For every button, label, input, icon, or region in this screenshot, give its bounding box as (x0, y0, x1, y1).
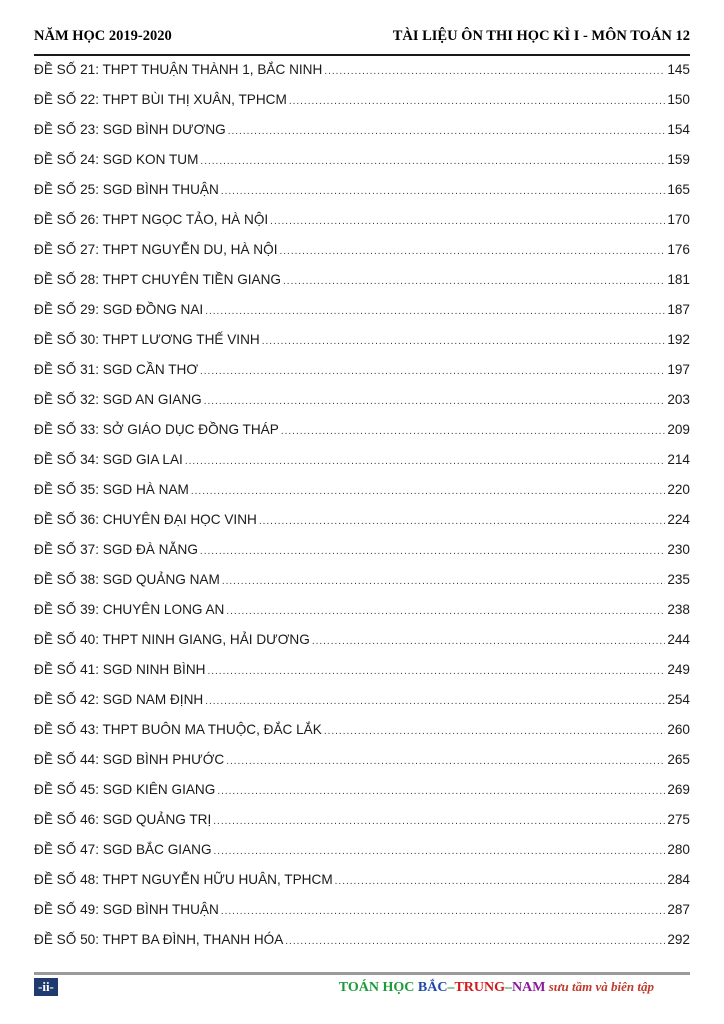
toc-entry[interactable] (34, 572, 690, 602)
toc-dot-leader (289, 96, 666, 107)
toc-entry-page: 280 (667, 842, 690, 857)
footer-brand (339, 978, 654, 997)
toc-dot-leader (226, 756, 665, 767)
toc-dot-leader (217, 786, 665, 797)
toc-entry[interactable] (34, 242, 690, 272)
toc-entry[interactable] (34, 842, 690, 872)
toc-dot-leader (281, 426, 665, 437)
toc-entry[interactable] (34, 392, 690, 422)
toc-entry[interactable] (34, 872, 690, 902)
toc-dot-leader (222, 576, 665, 587)
toc-entry-title: ĐỀ SỐ 43: THPT BUÔN MA THUỘC, ĐẮC LẮK (34, 722, 322, 737)
toc-dot-leader (221, 906, 665, 917)
toc-entry[interactable] (34, 362, 690, 392)
toc-entry-page: 214 (667, 452, 690, 467)
toc-entry-page: 181 (667, 272, 690, 287)
header-school-year: NĂM HỌC 2019-2020 (34, 27, 172, 44)
toc-entry-page: 165 (667, 182, 690, 197)
header-divider (34, 54, 690, 56)
toc-entry-title: ĐỀ SỐ 37: SGD ĐÀ NẴNG (34, 542, 198, 557)
toc-entry[interactable] (34, 302, 690, 332)
toc-entry-title: ĐỀ SỐ 21: THPT THUẬN THÀNH 1, BẮC NINH (34, 62, 323, 77)
toc-entry[interactable] (34, 422, 690, 452)
toc-entry[interactable] (34, 542, 690, 572)
toc-entry-title: ĐỀ SỐ 30: THPT LƯƠNG THẾ VINH (34, 332, 260, 347)
toc-dot-leader (214, 846, 666, 857)
toc-entry-page: 249 (667, 662, 690, 677)
toc-entry[interactable] (34, 602, 690, 632)
toc-entry-title: ĐỀ SỐ 28: THPT CHUYÊN TIỀN GIANG (34, 272, 282, 287)
brand-part-2: BẮC (417, 980, 448, 995)
toc-entry-title: ĐỀ SỐ 22: THPT BÙI THỊ XUÂN, TPHCM (34, 92, 287, 107)
toc-entry-page: 150 (667, 92, 690, 107)
toc-dot-leader (279, 246, 665, 257)
toc-entry-title: ĐỀ SỐ 29: SGD ĐỒNG NAI (34, 302, 204, 317)
toc-dot-leader (259, 516, 665, 527)
toc-entry-title: ĐỀ SỐ 35: SGD HÀ NAM (34, 482, 189, 497)
toc-dot-leader (185, 456, 665, 467)
toc-dot-leader (324, 726, 666, 737)
toc-entry-title: ĐỀ SỐ 38: SGD QUẢNG NAM (34, 572, 220, 587)
footer-page-number: -ii- (34, 978, 58, 996)
toc-entry-title: ĐỀ SỐ 49: SGD BÌNH THUẬN (34, 902, 219, 917)
toc-entry-title: ĐỀ SỐ 31: SGD CẦN THƠ (34, 362, 198, 377)
toc-entry-page: 230 (667, 542, 690, 557)
toc-dot-leader (221, 186, 665, 197)
toc-entry-title: ĐỀ SỐ 45: SGD KIÊN GIANG (34, 782, 216, 797)
toc-dot-leader (205, 306, 665, 317)
toc-entry-title: ĐỀ SỐ 23: SGD BÌNH DƯƠNG (34, 122, 226, 137)
toc-entry[interactable] (34, 812, 690, 842)
toc-entry-title: ĐỀ SỐ 46: SGD QUẢNG TRỊ (34, 812, 212, 827)
toc-dot-leader (262, 336, 666, 347)
header-document-title: TÀI LIỆU ÔN THI HỌC KÌ I - MÔN TOÁN 12 (392, 27, 690, 44)
toc-entry[interactable] (34, 692, 690, 722)
toc-entry-title: ĐỀ SỐ 26: THPT NGỌC TẢO, HÀ NỘI (34, 212, 269, 227)
toc-dot-leader (213, 816, 665, 827)
table-of-contents (34, 62, 690, 962)
toc-entry[interactable] (34, 212, 690, 242)
toc-entry[interactable] (34, 482, 690, 512)
toc-entry-page: 254 (667, 692, 690, 707)
toc-entry-page: 197 (667, 362, 690, 377)
brand-part-3: TRUNG (454, 980, 506, 995)
toc-entry[interactable] (34, 752, 690, 782)
toc-dot-leader (285, 936, 665, 947)
toc-entry-title: ĐỀ SỐ 33: SỞ GIÁO DỤC ĐỒNG THÁP (34, 422, 279, 437)
toc-entry-title: ĐỀ SỐ 50: THPT BA ĐÌNH, THANH HÓA (34, 932, 284, 947)
toc-entry-page: 220 (667, 482, 690, 497)
toc-entry-page: 269 (667, 782, 690, 797)
toc-entry-page: 192 (667, 332, 690, 347)
toc-entry-title: ĐỀ SỐ 41: SGD NINH BÌNH (34, 662, 206, 677)
toc-entry-title: ĐỀ SỐ 36: CHUYÊN ĐẠI HỌC VINH (34, 512, 257, 527)
toc-dot-leader (324, 66, 665, 77)
toc-entry-page: 170 (667, 212, 690, 227)
toc-entry-page: 224 (667, 512, 690, 527)
toc-dot-leader (312, 636, 666, 647)
toc-entry-page: 284 (667, 872, 690, 887)
toc-entry-page: 209 (667, 422, 690, 437)
toc-entry-page: 287 (667, 902, 690, 917)
toc-entry-page: 235 (667, 572, 690, 587)
toc-dot-leader (283, 276, 665, 287)
toc-dot-leader (200, 546, 665, 557)
toc-dot-leader (200, 156, 665, 167)
toc-dot-leader (205, 696, 665, 707)
toc-entry-page: 203 (667, 392, 690, 407)
footer-divider (34, 972, 690, 975)
toc-dot-leader (226, 606, 665, 617)
brand-separator-1: – (447, 980, 455, 995)
toc-entry[interactable] (34, 632, 690, 662)
toc-entry-page: 292 (667, 932, 690, 947)
toc-entry-page: 159 (667, 152, 690, 167)
toc-entry[interactable] (34, 332, 690, 362)
toc-entry[interactable] (34, 782, 690, 812)
toc-entry-title: ĐỀ SỐ 44: SGD BÌNH PHƯỚC (34, 752, 225, 767)
brand-part-1: TOÁN HỌC (338, 980, 418, 995)
toc-entry-page: 176 (667, 242, 690, 257)
brand-tagline: sưu tầm và biên tập (545, 979, 654, 994)
toc-entry-page: 145 (667, 62, 690, 77)
toc-entry-title: ĐỀ SỐ 42: SGD NAM ĐỊNH (34, 692, 204, 707)
toc-entry-title: ĐỀ SỐ 24: SGD KON TUM (34, 152, 199, 167)
brand-separator-2: – (505, 980, 513, 995)
toc-entry-page: 275 (667, 812, 690, 827)
page-header (34, 26, 690, 46)
toc-entry-title: ĐỀ SỐ 32: SGD AN GIANG (34, 392, 202, 407)
toc-entry[interactable] (34, 902, 690, 932)
toc-dot-leader (228, 126, 666, 137)
toc-dot-leader (270, 216, 665, 227)
toc-entry-title: ĐỀ SỐ 48: THPT NGUYỄN HỮU HUÂN, TPHCM (34, 872, 333, 887)
toc-entry[interactable] (34, 62, 690, 92)
toc-dot-leader (191, 486, 665, 497)
toc-entry-title: ĐỀ SỐ 34: SGD GIA LAI (34, 452, 183, 467)
toc-entry-page: 265 (667, 752, 690, 767)
toc-dot-leader (200, 366, 665, 377)
toc-entry[interactable] (34, 152, 690, 182)
toc-entry-page: 238 (667, 602, 690, 617)
toc-entry-title: ĐỀ SỐ 40: THPT NINH GIANG, HẢI DƯƠNG (34, 632, 310, 647)
toc-entry[interactable] (34, 182, 690, 212)
toc-dot-leader (207, 666, 665, 677)
toc-entry-title: ĐỀ SỐ 39: CHUYÊN LONG AN (34, 602, 225, 617)
toc-dot-leader (204, 396, 666, 407)
toc-entry[interactable] (34, 932, 690, 962)
toc-entry-page: 244 (667, 632, 690, 647)
toc-entry-title: ĐỀ SỐ 25: SGD BÌNH THUẬN (34, 182, 219, 197)
toc-entry[interactable] (34, 92, 690, 122)
toc-entry[interactable] (34, 512, 690, 542)
brand-part-4: NAM (512, 980, 546, 995)
toc-entry[interactable] (34, 122, 690, 152)
toc-entry[interactable] (34, 272, 690, 302)
toc-entry-title: ĐỀ SỐ 27: THPT NGUYỄN DU, HÀ NỘI (34, 242, 278, 257)
toc-entry[interactable] (34, 662, 690, 692)
toc-entry[interactable] (34, 452, 690, 482)
toc-entry-page: 187 (667, 302, 690, 317)
toc-entry[interactable] (34, 722, 690, 752)
toc-dot-leader (335, 876, 666, 887)
toc-entry-page: 154 (667, 122, 690, 137)
toc-entry-title: ĐỀ SỐ 47: SGD BẮC GIANG (34, 842, 212, 857)
toc-entry-page: 260 (667, 722, 690, 737)
